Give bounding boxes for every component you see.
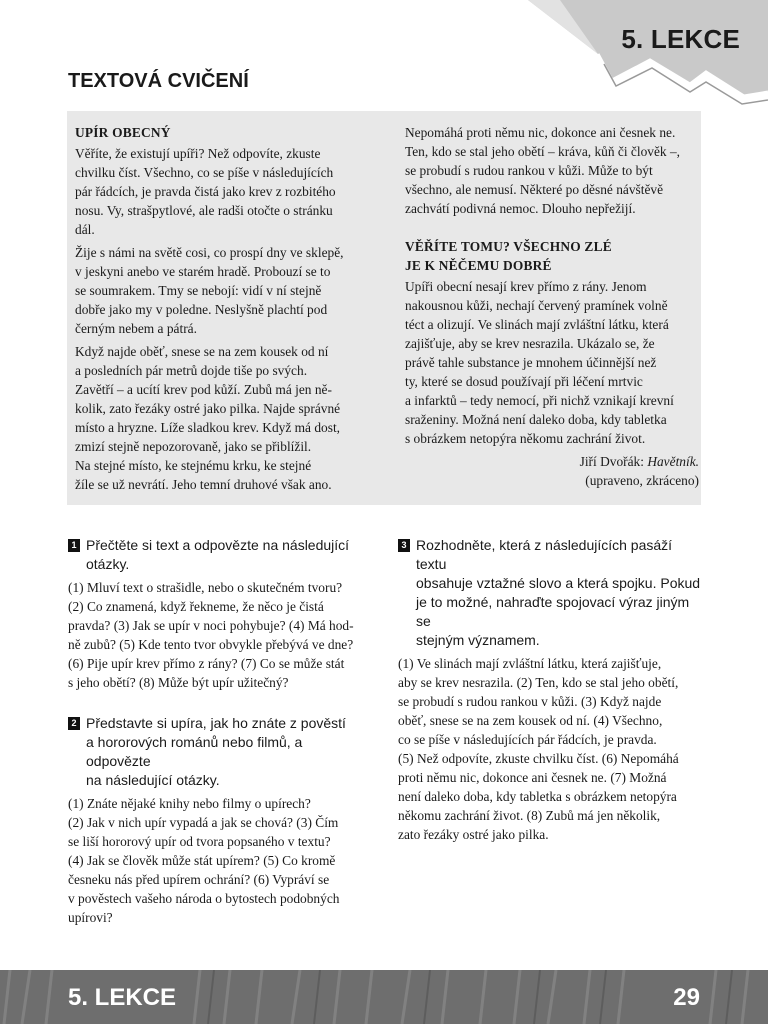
exercise-instruction-text: Přečtěte si text a odpovězte na následující otázky. [86,537,350,572]
exercise-1 [68,536,368,692]
exercise-instruction [398,536,702,650]
reading-paragraph: Upíři obecní nesají krev přímo z rány. Jenom nakousnou kůži, nechají červený pramínek volně téct a olizují. Ve slinách mají zvláštní látku, která zajišťuje, aby se krev nesrazila. Ukázalo se, že právě tahle substance je mnohem účinnější než ty, které se dosud používají při léčení mrtvic a infarktů – tedy nemocí, při nichž vznikají krevní sraženiny. Možná není daleko doba, kdy tabletka s obrázkem netopýra někomu zachrání život. [405,279,674,446]
page-number: 29 [673,984,700,1011]
credit-author: Jiří Dvořák: [579,454,648,469]
exercise-instruction-text: Představte si upíra, jak ho znáte z pověstí a hororových románů nebo filmů, a odpovězte na následující otázky. [86,715,346,788]
exercise-instruction-text: Rozhodněte, která z následujících pasáží textu obsahuje vztažné slovo a která spojku. Pokud je to možné, nahraďte spojovací výraz jiným se stejným významem. [416,537,701,648]
exercise-questions: (1) Mluví text o strašidle, nebo o skutečném tvoru? (2) Co znamená, když řekneme, že něco je čistá pravda? (3) Jak se upír v noci pohybuje? (4) Má hod- ně zubů? (5) Kde tento tvor obvykle přebývá ve dne? (6) Pije upír krev přímo z rány? (7) Co se může stát s jeho obětí? (8) Může být upír užitečný? [68,580,354,690]
exercise-number-badge: 3 [398,539,410,552]
exercise-passages: (1) Ve slinách mají zvláštní látku, která zajišťuje, aby se krev nesrazila. (2) Ten, kdo se stal jeho obětí, se probudí s rudou rankou v kůži. (3) Když najde oběť, snese se na zem kousek od ní. (4) Všechno, co se píše v následujících pár řádcích, je pravda. (5) Než odpovíte, zkuste chvilku číst. (6) Nepomáhá proti němu nic, dokonce ani česnek ne. (7) Možná není daleko doba, kdy tabletka s obrázkem netopýra někomu zachrání život. (8) Zubů má jen několik, zato řezáky ostré jako pilka. [398,656,679,842]
credit-title: Havětník. [647,454,699,469]
credit-note: (upraveno, zkráceno) [585,473,699,488]
exercise-number-badge: 1 [68,539,80,552]
exercise-questions: (1) Znáte nějaké knihy nebo filmy o upírech? (2) Jak v nich upír vypadá a jak se chová? (3) Čím se liší hororový upír od tvora popsaného v textu? (4) Jak se člověk může stát upírem? (5) Co kromě česneku nás před upírem ochrání? (6) Vypráví se v pověstech vašeho národa o bytostech podobných upírovi? [68,796,340,925]
exercise-number-badge: 2 [68,717,80,730]
reading-paragraph: Když najde oběť, snese se na zem kousek od ní a posledních pár metrů dojde tiše po svých. Zavětří – a ucítí krev pod kůží. Zubů má jen ně- kolik, zato řezáky ostré jako pilka. Najde správné místo a hryzne. Líže sladkou krev. Když má dost, zmizí stejně nepozorovaně, jako se přiblížil. Na stejné místo, ke stejnému krku, ke stejné žíle se už nevrátí. Jeho temní druhové však ano. [75,344,341,492]
lesson-title: 5. LEKCE [621,24,740,54]
source-credit [405,452,699,490]
reading-left-column [75,123,371,498]
section-heading: TEXTOVÁ CVIČENÍ [68,70,249,92]
exercise-2 [68,714,368,927]
reading-right-column [405,123,699,490]
footer-lesson-label: 5. LEKCE [68,984,177,1011]
reading-text-box [67,111,701,505]
reading-heading: UPÍR OBECNÝ [75,125,171,140]
reading-paragraph: Věříte, že existují upíři? Než odpovíte, zkuste chvilku číst. Všechno, co se píše v následujících pár řádcích, je pravda čistá jako krev z rozbitého nosu. Vy, strašpytlové, ale radši otočte o stránku dál. [75,146,336,237]
exercise-3 [398,536,702,844]
reading-paragraph: Žije s námi na světě cosi, co prospí dny ve sklepě, v jeskyni anebo ve starém hradě. Probouzí se to se soumrakem. Tmy se nebojí: vidí v ní stejně dobře jako my v poledne. Neslyšně plachtí pod černým nebem a pátrá. [75,245,344,336]
page-footer [0,970,768,1024]
exercise-instruction [68,536,368,574]
reading-paragraph: Nepomáhá proti němu nic, dokonce ani česnek ne. Ten, kdo se stal jeho obětí – kráva, kůň či člověk –, se probudí s rudou rankou v kůži. Může to být všechno, ale nemusí. Některé po děsné návštěvě zachvátí podivná nemoc. Dlouho nepřežijí. [405,125,680,216]
corner-decoration [0,0,768,110]
reading-subheading: VĚŘÍTE TOMU? VŠECHNO ZLÉ JE K NĚČEMU DOBRÉ [405,239,612,273]
exercise-instruction [68,714,368,790]
